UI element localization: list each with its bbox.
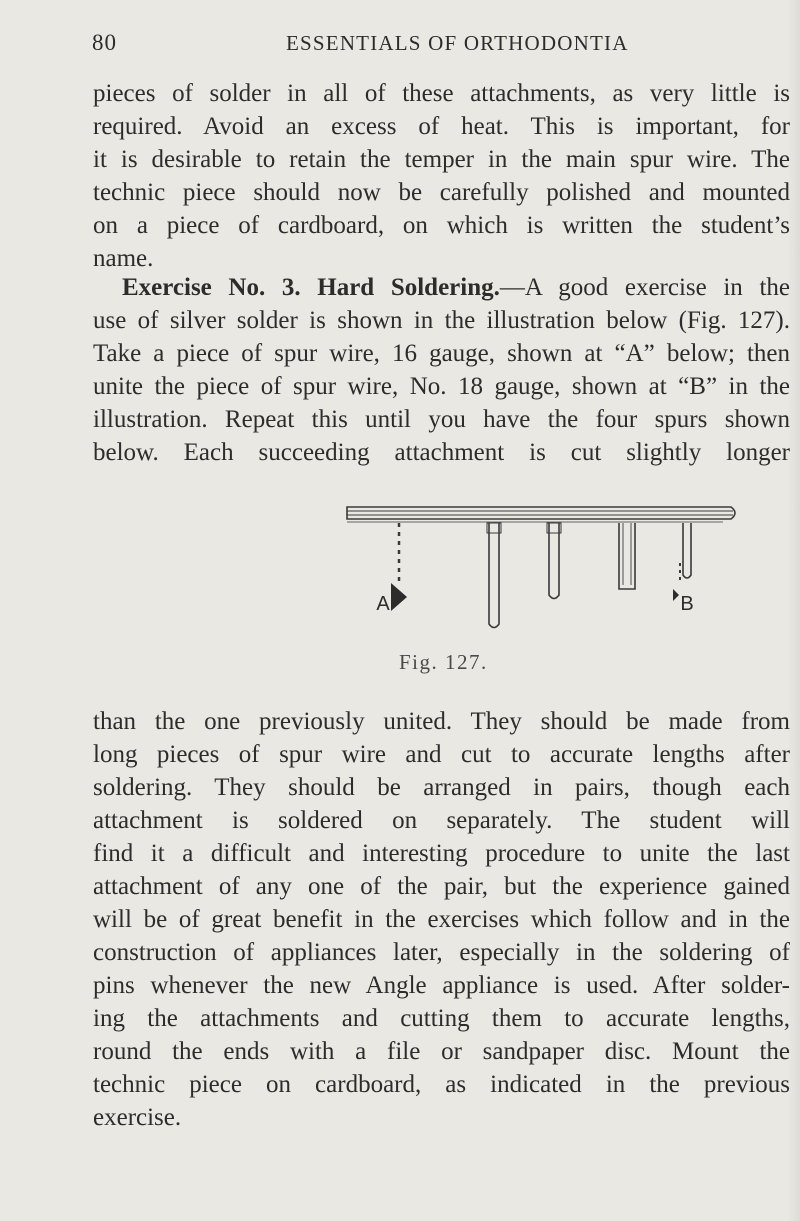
figure-caption: Fig. 127.	[399, 650, 488, 674]
text-line: below. Each succeeding attachment is cut slightly longer	[93, 439, 790, 466]
text-line: pins whenever the new Angle appliance is used. After solder-	[93, 972, 790, 999]
running-head: ESSENTIALS OF ORTHODONTIA	[286, 31, 629, 55]
text-line: illustration. Repeat this until you have the four spurs shown	[93, 406, 790, 433]
spur-1	[489, 523, 499, 628]
text-line: soldering. They should be arranged in pairs, though each	[93, 774, 790, 801]
text-line: use of silver solder is shown in the illustration below (Fig. 127).	[93, 307, 790, 334]
text-line: attachment of any one of the pair, but the experience gained	[93, 873, 790, 900]
main-wire	[347, 507, 735, 519]
text-line: will be of great benefit in the exercises which follow and in the	[93, 906, 790, 933]
figure-127	[343, 499, 743, 639]
text-line: construction of appliances later, especially in the soldering of	[93, 939, 790, 966]
exercise-heading: Exercise No. 3. Hard Soldering.	[122, 274, 500, 301]
text-line: technic piece on cardboard, as indicated in the previous	[93, 1071, 790, 1098]
label-b: B	[680, 593, 694, 615]
arrow-b-icon	[673, 589, 679, 601]
spur-wire-illustration	[343, 499, 743, 639]
text-line: pieces of solder in all of these attachments, as very little is	[93, 80, 790, 107]
text-line: required. Avoid an excess of heat. This is important, for	[93, 113, 790, 140]
text-line: it is desirable to retain the temper in the main spur wire. The	[93, 146, 790, 173]
exercise-heading-rest: —A good exercise in the	[499, 274, 790, 301]
paragraph-1	[93, 77, 790, 275]
text-line: round the ends with a file or sandpaper disc. Mount the	[93, 1038, 790, 1065]
text-line: attachment is soldered on separately. The student will	[93, 807, 790, 834]
page-header	[0, 30, 800, 60]
paragraph-3	[93, 705, 790, 1134]
label-a: A	[376, 593, 390, 615]
text-line: long pieces of spur wire and cut to accurate lengths after	[93, 741, 790, 768]
spur-3	[619, 523, 635, 589]
text-line: Take a piece of spur wire, 16 gauge, shown at “A” below; then	[93, 340, 790, 367]
arrow-a-icon	[391, 583, 407, 611]
spur-4	[683, 523, 691, 578]
text-line: find it a difficult and interesting procedure to unite the last	[93, 840, 790, 867]
page-number: 80	[92, 30, 117, 55]
text-line: name.	[93, 245, 154, 272]
text-line: exercise.	[93, 1104, 182, 1131]
text-line: technic piece should now be carefully polished and mounted	[93, 179, 790, 206]
text-line: than the one previously united. They should be made from	[93, 708, 790, 735]
paragraph-2	[93, 271, 790, 469]
text-line: unite the piece of spur wire, No. 18 gauge, shown at “B” in the	[93, 373, 790, 400]
text-line: on a piece of cardboard, on which is written the student’s	[93, 212, 790, 239]
text-line	[93, 271, 790, 304]
spur-2	[549, 523, 559, 599]
text-line: ing the attachments and cutting them to accurate lengths,	[93, 1005, 790, 1032]
